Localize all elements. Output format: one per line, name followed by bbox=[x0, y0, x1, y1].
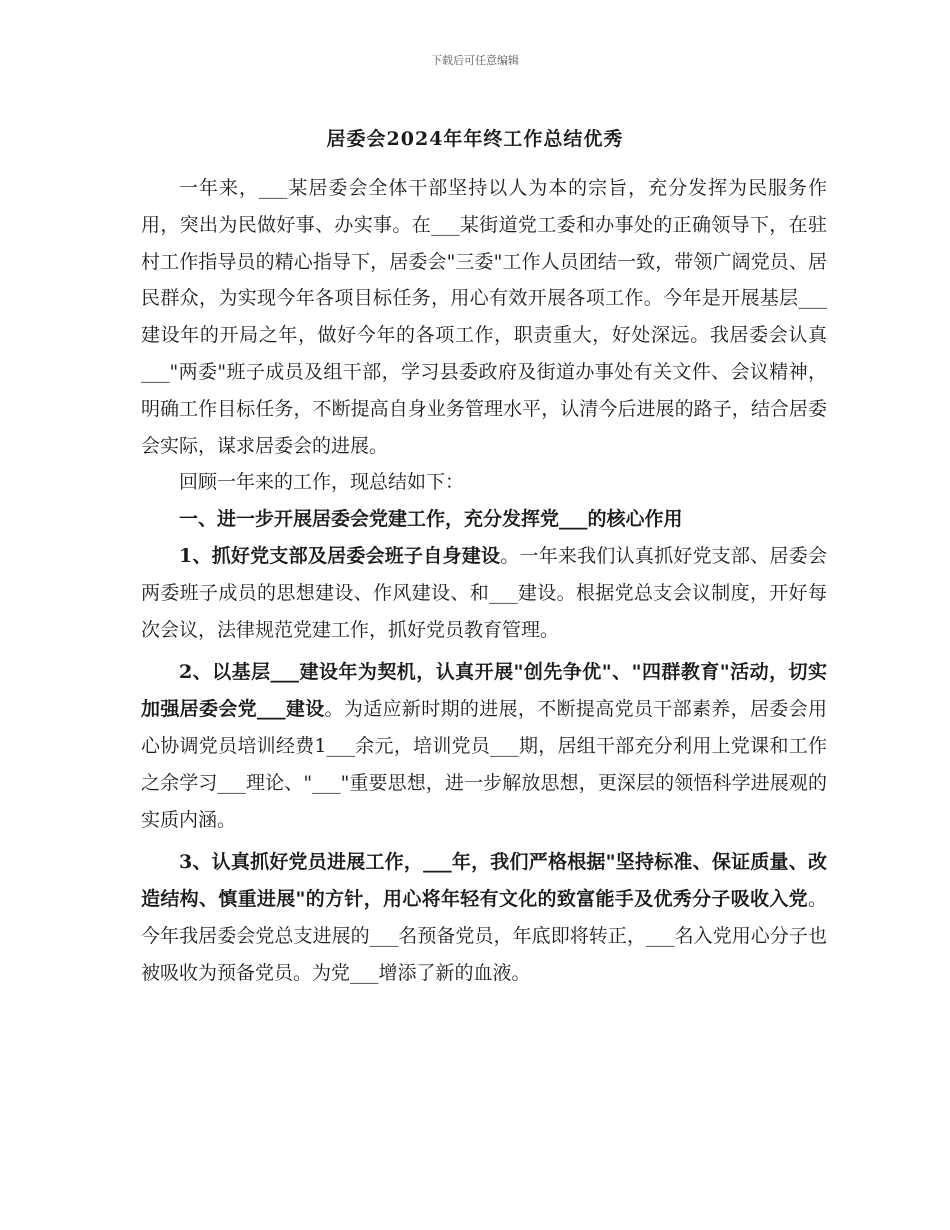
section-heading-1: 一、进一步开展居委会党建工作，充分发挥党___的核心作用 bbox=[179, 508, 683, 531]
review-paragraph: 回顾一年来的工作，现总结如下： bbox=[179, 471, 465, 494]
subsection-3 bbox=[141, 844, 827, 991]
subsection-2 bbox=[141, 654, 827, 838]
subsection-3-text: 。今年我居委会党总支进展的___名预备党员，年底即将转正，___名入党用心分子也被吸收为预备党员。为党___增添了新的血液。 bbox=[141, 888, 827, 984]
subsection-1-text: 。一年来我们认真抓好党支部、居委会两委班子成员的思想建设、作风建设、和___建设。根据党总支会议制度，开好每次会议，法律规范党建工作，抓好党员教育管理。 bbox=[141, 544, 827, 641]
subsection-2-text: 。为适应新时期的进展，不断提高党员干部素养，居委会用心协调党员培训经费1___余元，培训党员___期，居组干部充分利用上党课和工作之余学习___理论、"___"重要思想，进一步解放思想，更深层的领悟科学进展观的实质内涵。 bbox=[141, 698, 827, 831]
intro-paragraph: 一年来，___某居委会全体干部坚持以人为本的宗旨，充分发挥为民服务作用，突出为民做好事、办实事。在___某街道党工委和办事处的正确领导下，在驻村工作指导员的精心指导下，居委会"三委"工作人员团结一致，带领广阔党员、居民群众，为实现今年各项目标任务，用心有效开展各项工作。今年是开展基层___建设年的开局之年，做好今年的各项工作，职责重大，好处深远。我居委会认真___"两委"班子成员及组干部，学习县委政府及街道办事处有关文件、会议精神，明确工作目标任务，不断提高自身业务管理水平，认清今后进展的路子，结合居委会实际，谋求居委会的进展。 bbox=[141, 177, 827, 457]
subsection-1-heading: 1、抓好党支部及居委会班子自身建设 bbox=[179, 544, 501, 567]
document-body bbox=[141, 170, 827, 992]
subsection-1 bbox=[141, 538, 827, 648]
subsection-3-heading: 3、认真抓好党员进展工作，___年，我们严格根据"坚持标准、保证质量、改造结构、慎重进展"的方针，用心将年轻有文化的致富能手及优秀分子吸收入党 bbox=[141, 851, 827, 911]
page-header: 下载后可任意编辑 bbox=[431, 54, 519, 67]
subsection-2-heading: 2、以基层___建设年为契机，认真开展"创先争优"、"四群教育"活动，切实加强居委会党___建设 bbox=[141, 661, 827, 721]
document-title: 居委会2024年年终工作总结优秀 bbox=[326, 128, 624, 150]
